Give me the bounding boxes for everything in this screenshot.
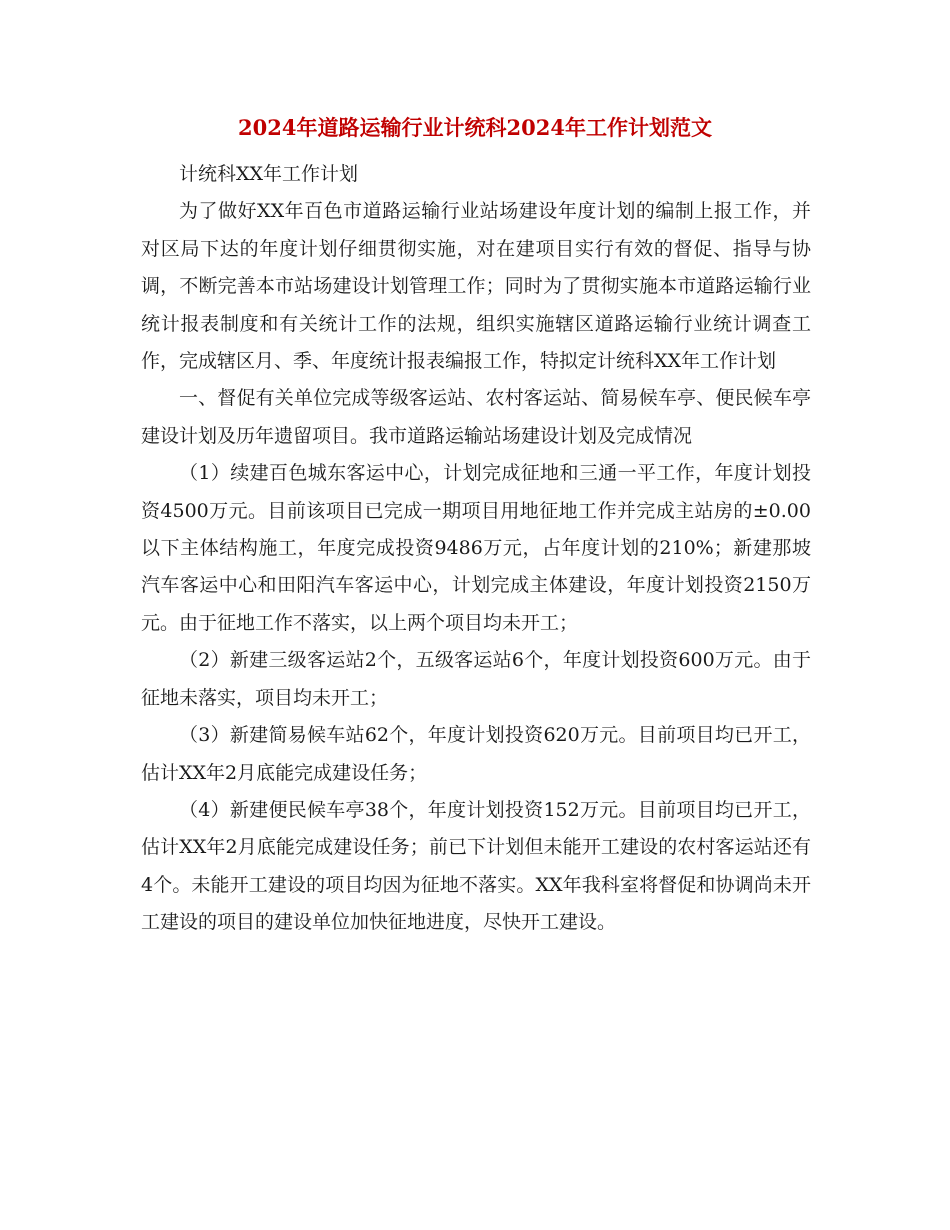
document-body — [141, 156, 811, 942]
paragraph-heading: 计统科XX年工作计划 — [179, 163, 359, 185]
paragraph: （4）新建便民候车亭38个，年度计划投资152万元。目前项目均已开工，估计XX年2月底能完成建设任务；前已下计划但未能开工建设的农村客运站还有4个。未能开工建设的项目均因为征地不落实。XX年我科室将督促和协调尚未开工建设的项目的建设单位加快征地进度，尽快开工建设。 — [141, 798, 811, 934]
document-title: 2024年道路运输行业计统科2024年工作计划范文 — [238, 115, 712, 140]
paragraph: （3）新建简易候车站62个，年度计划投资620万元。目前项目均已开工，估计XX年2月底能完成建设任务； — [141, 724, 811, 784]
paragraph: （1）续建百色城东客运中心，计划完成征地和三通一平工作，年度计划投资4500万元。目前该项目已完成一期项目用地征地工作并完成主站房的±0.00以下主体结构施工，年度完成投资9486万元，占年度计划的210%；新建那坡汽车客运中心和田阳汽车客运中心，计划完成主体建设，年度计划投资2150万元。由于征地工作不落实，以上两个项目均未开工； — [141, 462, 811, 634]
paragraph: （2）新建三级客运站2个，五级客运站6个，年度计划投资600万元。由于征地未落实，项目均未开工； — [141, 649, 811, 709]
paragraph: 一、督促有关单位完成等级客运站、农村客运站、简易候车亭、便民候车亭建设计划及历年遗留项目。我市道路运输站场建设计划及完成情况 — [141, 387, 811, 447]
paragraph: 为了做好XX年百色市道路运输行业站场建设年度计划的编制上报工作，并对区局下达的年度计划仔细贯彻实施，对在建项目实行有效的督促、指导与协调，不断完善本市站场建设计划管理工作；同时为了贯彻实施本市道路运输行业统计报表制度和有关统计工作的法规，组织实施辖区道路运输行业统计调查工作，完成辖区月、季、年度统计报表编报工作，特拟定计统科XX年工作计划 — [141, 200, 811, 373]
